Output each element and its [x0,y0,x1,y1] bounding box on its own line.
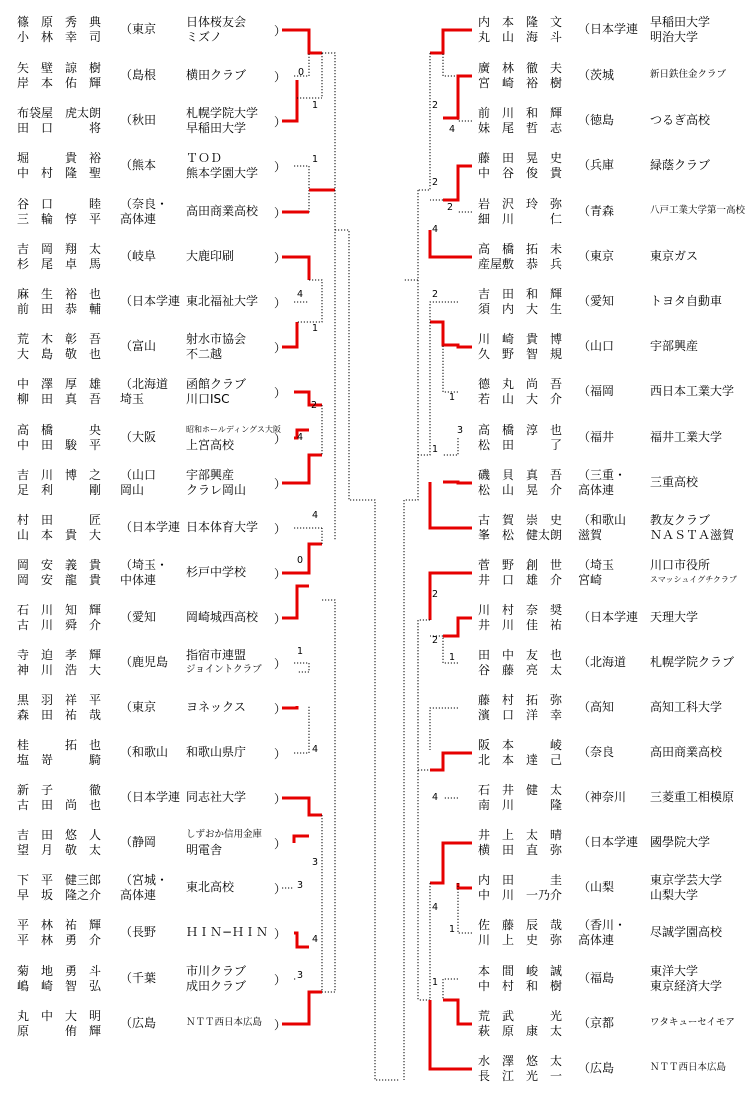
prefecture-label: （日本学連 [120,520,181,534]
team-label: 熊本学園大学 [186,166,259,180]
team-label: 不二越 [186,347,223,361]
close-paren: ） [274,612,287,626]
team-label: 日体桜友会 [186,15,247,29]
player-name: 平 林 勇 介 [17,933,102,947]
player-name: 村 田 匠 [17,513,102,527]
close-paren: ） [274,657,287,671]
team-label: 宇部興産 [186,468,235,482]
team-label: 福井工業大学 [650,430,723,444]
match-score: 2 [432,177,439,188]
player-name: 田 口 将 [17,121,102,135]
team-label: 札幌学院クラブ [650,655,735,669]
prefecture-label: （長野 [120,925,157,939]
prefecture-label: （東京 [578,249,615,263]
team-label: 川口市役所 [650,558,711,572]
player-name: 岩 沢 玲 弥 [478,197,563,211]
match-score: 2 [432,589,439,600]
team-label: 早稲田大学 [186,121,247,135]
close-paren: ） [274,70,287,84]
team-label: 新日鉄住金クラブ [650,69,727,80]
match-score: 3 [457,425,464,436]
player-name: 堀 貴 裕 [17,151,102,165]
pair-entry [0,330,753,364]
team-label: 明治大学 [650,30,699,44]
prefecture-label: （神奈川 [578,790,627,804]
prefecture-label: 高体連 [578,483,615,497]
match-score: 3 [297,970,304,981]
match-score: 4 [432,224,439,235]
pair-entry [0,1052,753,1086]
close-paren: ） [274,837,287,851]
player-name: 柳 田 真 吾 [17,392,102,406]
prefecture-label: 岡山 [120,483,145,497]
team-label: ＴＯＤ [186,151,223,165]
close-paren: ） [274,747,287,761]
match-score: 4 [312,934,319,945]
prefecture-label: （富山 [120,339,157,353]
player-name: 久 野 智 規 [478,347,563,361]
prefecture-label: 中体連 [120,573,157,587]
player-name: 布袋屋 虎太朗 [17,106,102,120]
team-label: ジョイントクラブ [186,664,262,675]
player-name: 中 村 隆 聖 [17,166,102,180]
player-name: 中 川 一乃介 [478,888,563,902]
match-score: 0 [298,67,305,78]
match-score: 1 [449,652,456,663]
player-name: 石 井 健 太 [478,783,563,797]
team-label: 三菱重工相模原 [650,790,735,804]
player-name: 中 澤 厚 雄 [17,377,102,391]
player-name: 菊 地 勇 斗 [17,964,102,978]
team-label: ＮＴＴ西日本広島 [186,1017,263,1028]
prefecture-label: （福島 [578,971,615,985]
team-label: 市川クラブ [186,964,247,978]
prefecture-label: （徳島 [578,113,615,127]
team-label: 昭和ホールディングス大阪 [186,425,281,434]
team-label: 指宿市連盟 [186,648,247,662]
close-paren: ） [274,341,287,355]
close-paren: ） [274,432,287,446]
team-label: 教友クラブ [650,513,711,527]
pair-entry [0,916,753,950]
player-name: 田 中 友 也 [478,648,563,662]
player-name: 須 内 大 生 [478,302,563,316]
team-label: 高田商業高校 [186,204,259,218]
pair-entry [0,691,753,725]
match-score: 1 [312,323,319,334]
player-name: 川 崎 貴 博 [478,332,563,346]
pair-entry [0,375,753,409]
prefecture-label: （福井 [578,430,615,444]
close-paren: ） [274,477,287,491]
player-name: 中 田 駿 平 [17,438,102,452]
pair-entry [0,736,753,770]
player-name: 古 田 尚 也 [17,798,102,812]
pair-entry [0,59,753,93]
player-name: 内 田 圭 [478,873,563,887]
pair-entry [0,646,753,680]
close-paren: ） [274,115,287,129]
pair-entry [0,421,753,455]
player-name: 丸 中 大 明 [17,1009,102,1023]
prefecture-label: （奈良 [578,745,615,759]
team-label: ミズノ [186,30,223,44]
prefecture-label: （静岡 [120,835,157,849]
player-name: 本 間 峻 誠 [478,964,563,978]
team-label: 東北高校 [186,880,235,894]
match-score: 4 [312,744,319,755]
prefecture-label: （和歌山 [578,513,627,527]
player-name: 三 輪 惇 平 [17,212,102,226]
player-name: 北 本 達 己 [478,753,563,767]
pair-entry [0,962,753,996]
team-label: 高知工科大学 [650,700,723,714]
prefecture-label: （岐阜 [120,249,157,263]
player-name: 岡 安 義 貴 [17,558,102,572]
prefecture-label: 滋賀 [578,528,603,542]
prefecture-label: （香川・ [578,918,627,932]
team-label: 東北福祉大学 [186,294,259,308]
team-label: 成田クラブ [186,979,247,993]
player-name: 横 田 直 弥 [478,843,563,857]
player-name: 矢 壁 諒 樹 [17,61,102,75]
team-label: 東京ガス [650,249,699,263]
player-name: 古 川 舜 介 [17,618,102,632]
player-name: 川 上 史 弥 [478,933,563,947]
team-label: しずおか信用金庫 [186,829,263,840]
prefecture-label: （三重・ [578,468,627,482]
player-name: 高 橋 拓 未 [478,242,563,256]
player-name: 吉 岡 翔 太 [17,242,102,256]
match-score: 0 [297,555,304,566]
prefecture-label: （日本学連 [120,294,181,308]
team-label: 日本体育大学 [186,520,259,534]
match-score: 1 [449,392,456,403]
close-paren: ） [274,792,287,806]
pair-entry [0,556,753,590]
match-score: 4 [432,902,439,913]
pair-entry [0,195,753,229]
player-name: 磯 貝 真 吾 [478,468,563,482]
player-name: 早 坂 隆之介 [17,888,102,902]
player-name: 小 林 幸 司 [17,30,102,44]
close-paren: ） [274,386,287,400]
prefecture-label: 高体連 [578,933,615,947]
player-name: 下 平 健三郎 [17,873,102,887]
match-score: 1 [449,924,456,935]
player-name: 吉 田 悠 人 [17,828,102,842]
prefecture-label: （秋田 [120,113,157,127]
player-name: 産屋敷 恭 兵 [478,257,563,271]
prefecture-label: （日本学連 [120,790,181,804]
prefecture-label: 埼玉 [120,392,145,406]
close-paren: ） [274,567,287,581]
close-paren: ） [274,522,287,536]
team-label: ワタキューセイモア [650,1017,735,1028]
player-name: 塩 嵜 騎 [17,753,102,767]
match-score: 1 [432,977,439,988]
match-score: 1 [297,646,304,657]
prefecture-label: 高体連 [120,212,157,226]
match-score: 4 [432,792,439,803]
team-label: 函館クラブ [186,377,247,391]
prefecture-label: （東京 [120,700,157,714]
player-name: 濱 口 洋 幸 [478,708,563,722]
team-label: ＮＡＳＴＡ滋賀 [650,528,735,542]
player-name: 水 澤 悠 太 [478,1054,563,1068]
prefecture-label: （山梨 [578,880,615,894]
player-name: 岡 安 龍 貴 [17,573,102,587]
player-name: 麻 生 裕 也 [17,287,102,301]
player-name: 高 橋 央 [17,423,102,437]
player-name: 中 村 和 樹 [478,979,563,993]
player-name: 古 賀 崇 史 [478,513,563,527]
player-name: 川 村 奈 奨 [478,603,563,617]
player-name: 佐 藤 辰 哉 [478,918,563,932]
team-label: クラレ岡山 [186,483,247,497]
match-score: 1 [312,100,319,111]
player-name: 藤 田 晃 史 [478,151,563,165]
pair-entry [0,104,753,138]
player-name: 山 本 貴 大 [17,528,102,542]
match-score: 2 [447,202,454,213]
match-score: 1 [432,444,439,455]
team-label: 射水市協会 [186,332,247,346]
prefecture-label: （兵庫 [578,158,615,172]
player-name: 南 川 隆 [478,798,563,812]
close-paren: ） [274,927,287,941]
close-paren: ） [274,973,287,987]
pair-entry [0,466,753,500]
player-name: 長 江 光 一 [478,1069,563,1083]
close-paren: ） [274,1018,287,1032]
player-name: 岸 本 佑 輝 [17,76,102,90]
prefecture-label: （青森 [578,204,615,218]
player-name: 井 口 雄 介 [478,573,563,587]
prefecture-label: （日本学連 [578,835,639,849]
player-name: 丸 山 海 斗 [478,30,563,44]
player-name: 萩 原 康 太 [478,1024,563,1038]
match-score: 4 [297,432,304,443]
player-name: 新 子 徹 [17,783,102,797]
close-paren: ） [274,24,287,38]
player-name: 藤 村 拓 弥 [478,693,563,707]
prefecture-label: （福岡 [578,384,615,398]
prefecture-label: （京都 [578,1016,615,1030]
match-score: 3 [297,880,304,891]
team-label: 大鹿印刷 [186,249,235,263]
team-label: 杉戸中学校 [186,565,247,579]
team-label: 明電舎 [186,843,223,857]
pair-entry [0,285,753,319]
team-label: 緑蔭クラブ [650,158,711,172]
player-name: 前 田 恭 輔 [17,302,102,316]
prefecture-label: 高体連 [120,888,157,902]
prefecture-label: （宮城・ [120,873,169,887]
team-label: 國學院大学 [650,835,711,849]
prefecture-label: （埼玉 [578,558,615,572]
player-name: 阪 本 崚 [478,738,563,752]
prefecture-label: 宮崎 [578,573,603,587]
player-name: 谷 口 睦 [17,197,102,211]
player-name: 井 川 佳 祐 [478,618,563,632]
team-label: 三重高校 [650,475,699,489]
pair-entry [0,149,753,183]
prefecture-label: （埼玉・ [120,558,169,572]
prefecture-label: （北海道 [578,655,627,669]
team-label: 川口ISC [186,392,230,406]
player-name: 杉 尾 卓 馬 [17,257,102,271]
player-name: 廣 林 徹 夫 [478,61,563,75]
match-score: 3 [312,857,319,868]
pair-entry [0,781,753,815]
player-name: 寺 迫 孝 輝 [17,648,102,662]
team-label: 八戸工業大学第一高校 [650,205,746,216]
team-label: つるぎ高校 [650,113,711,127]
pair-entry [0,511,753,545]
player-name: 桂 拓 也 [17,738,102,752]
player-name: 吉 川 博 之 [17,468,102,482]
prefecture-label: （日本学連 [578,610,639,624]
team-label: 尽誠学園高校 [650,925,723,939]
player-name: 石 川 知 輝 [17,603,102,617]
team-label: 東京学芸大学 [650,873,723,887]
close-paren: ） [274,160,287,174]
prefecture-label: （鹿児島 [120,655,169,669]
team-label: 岡崎城西高校 [186,610,259,624]
player-name: 井 上 太 晴 [478,828,563,842]
prefecture-label: （奈良・ [120,197,169,211]
prefecture-label: （山口 [578,339,615,353]
player-name: 中 谷 俊 貴 [478,166,563,180]
prefecture-label: （広島 [578,1061,615,1075]
prefecture-label: （東京 [120,22,157,36]
team-label: 東京経済大学 [650,979,723,993]
prefecture-label: （愛知 [578,294,615,308]
team-label: 山梨大学 [650,888,699,902]
player-name: 高 橋 淳 也 [478,423,563,437]
match-score: 4 [449,124,456,135]
prefecture-label: （熊本 [120,158,157,172]
prefecture-label: （山口 [120,468,157,482]
player-name: 望 月 敬 太 [17,843,102,857]
prefecture-label: （高知 [578,700,615,714]
match-score: 2 [432,635,439,646]
pair-entry [0,871,753,905]
prefecture-label: （広島 [120,1016,157,1030]
team-label: 上宮高校 [186,438,235,452]
prefecture-label: （千葉 [120,971,157,985]
match-score: 2 [432,289,439,300]
close-paren: ） [274,702,287,716]
team-label: 札幌学院大学 [186,106,259,120]
prefecture-label: （日本学連 [578,22,639,36]
team-label: ＨＩＮ−ＨＩＮ [186,925,269,939]
team-label: 西日本工業大学 [650,384,735,398]
pair-entry [0,1007,753,1041]
player-name: 前 川 和 輝 [478,106,563,120]
team-label: 天理大学 [650,610,699,624]
match-score: 4 [312,510,319,521]
player-name: 妹 尾 哲 志 [478,121,563,135]
close-paren: ） [274,296,287,310]
prefecture-label: （大阪 [120,430,157,444]
pair-entry [0,826,753,860]
pair-entry [0,240,753,274]
team-label: スマッシュイグチクラブ [650,575,737,584]
player-name: 谷 藤 亮 太 [478,663,563,677]
player-name: 峯 松 健太朗 [478,528,563,542]
prefecture-label: （北海道 [120,377,169,391]
team-label: 東洋大学 [650,964,699,978]
team-label: 宇部興産 [650,339,699,353]
player-name: 原 侑 輝 [17,1024,102,1038]
team-label: トヨタ自動車 [650,294,723,308]
prefecture-label: （愛知 [120,610,157,624]
team-label: ＮＴＴ西日本広島 [650,1062,727,1073]
match-score: 4 [297,289,304,300]
team-label: 早稲田大学 [650,15,711,29]
match-score: 2 [311,400,318,411]
close-paren: ） [274,882,287,896]
close-paren: ） [274,206,287,220]
player-name: 大 島 敬 也 [17,347,102,361]
team-label: 和歌山県庁 [186,745,247,759]
player-name: 松 山 晃 介 [478,483,563,497]
player-name: 森 田 祐 哉 [17,708,102,722]
player-name: 内 本 隆 文 [478,15,563,29]
player-name: 細 川 仁 [478,212,563,226]
match-score: 1 [312,154,319,165]
team-label: ヨネックス [186,700,246,714]
team-label: 横田クラブ [186,68,247,82]
player-name: 德 丸 尚 吾 [478,377,563,391]
pair-entry [0,13,753,47]
player-name: 菅 野 創 世 [478,558,563,572]
pair-entry [0,601,753,635]
player-name: 吉 田 和 輝 [478,287,563,301]
player-name: 足 利 剛 [17,483,102,497]
player-name: 若 山 大 介 [478,392,563,406]
team-label: 同志社大学 [186,790,247,804]
close-paren: ） [274,251,287,265]
team-label: 高田商業高校 [650,745,723,759]
player-name: 平 林 祐 輝 [17,918,102,932]
player-name: 神 川 浩 大 [17,663,102,677]
player-name: 松 田 了 [478,438,563,452]
player-name: 篠 原 秀 典 [17,15,102,29]
prefecture-label: （島根 [120,68,157,82]
player-name: 宮 崎 裕 樹 [478,76,563,90]
player-name: 黒 羽 祥 平 [17,693,102,707]
prefecture-label: （和歌山 [120,745,169,759]
prefecture-label: （茨城 [578,68,615,82]
player-name: 荒 武 光 [478,1009,563,1023]
player-name: 嶋 崎 智 弘 [17,979,102,993]
match-score: 2 [432,100,439,111]
player-name: 荒 木 彰 吾 [17,332,102,346]
